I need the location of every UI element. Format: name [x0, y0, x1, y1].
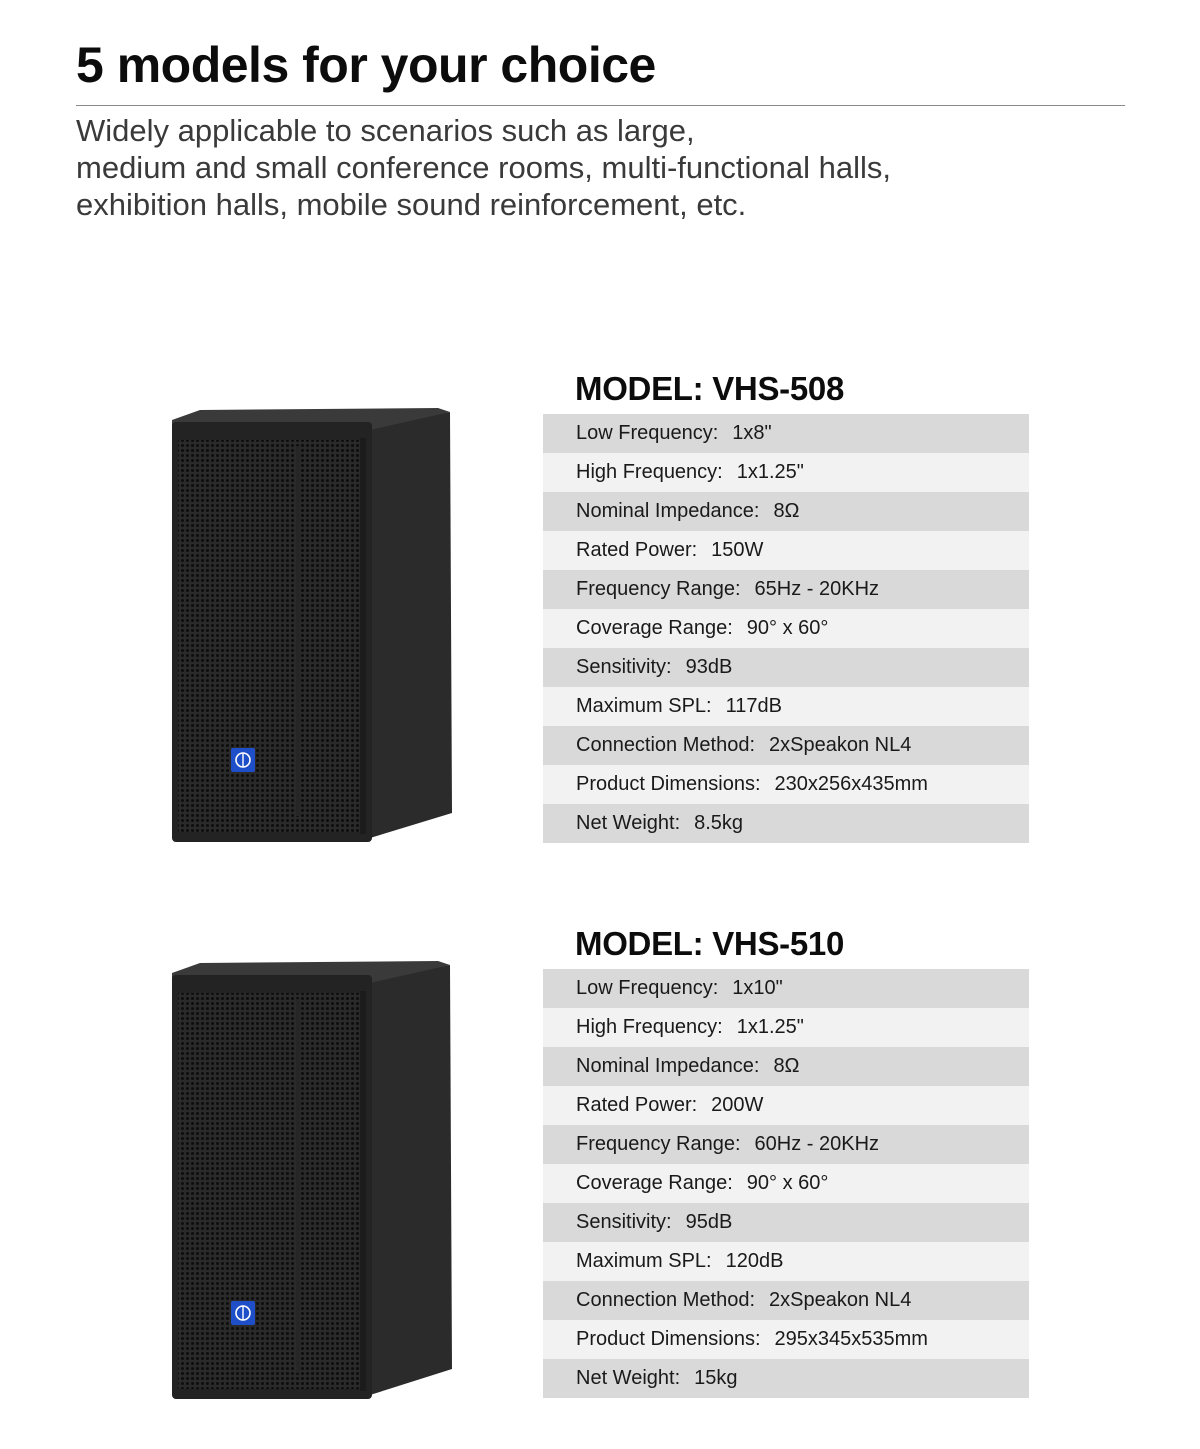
model-title: MODEL: VHS-510 — [575, 925, 845, 962]
subtitle-line: Widely applicable to scenarios such as large, — [76, 113, 695, 148]
brand-logo-icon — [231, 1301, 255, 1325]
spec-label: High Frequency: — [576, 1016, 723, 1038]
spec-label: Coverage Range: — [576, 617, 733, 639]
spec-value: 120dB — [725, 1250, 784, 1272]
spec-row-sensitivity — [543, 648, 1029, 687]
page-subtitle — [76, 112, 1076, 223]
spec-row-coverage-range — [543, 609, 1029, 648]
title-divider — [76, 105, 1125, 106]
spec-label: Coverage Range: — [576, 1172, 733, 1194]
spec-label: Rated Power: — [576, 1094, 698, 1116]
spec-label: Low Frequency: — [576, 422, 719, 444]
spec-label: Frequency Range: — [576, 1133, 741, 1155]
spec-table — [543, 414, 1029, 843]
spec-value: 150W — [711, 539, 764, 561]
model-title: MODEL: VHS-508 — [575, 370, 845, 407]
spec-row-frequency-range — [543, 570, 1029, 609]
spec-row-sensitivity — [543, 1203, 1029, 1242]
spec-row-connection-method — [543, 726, 1029, 765]
subtitle-line: medium and small conference rooms, multi-functional halls, — [76, 150, 891, 185]
spec-value: 8Ω — [773, 1055, 800, 1077]
spec-label: High Frequency: — [576, 461, 723, 483]
spec-row-high-frequency — [543, 453, 1029, 492]
spec-value: 15kg — [694, 1367, 738, 1389]
spec-value: 200W — [711, 1094, 764, 1116]
spec-label: Maximum SPL: — [576, 695, 712, 717]
spec-value: 1x10" — [732, 977, 783, 999]
spec-value: 93dB — [685, 656, 733, 678]
spec-label: Sensitivity: — [576, 656, 672, 678]
spec-value: 1x1.25" — [736, 461, 804, 483]
spec-row-maximum-spl — [543, 687, 1029, 726]
spec-value: 2xSpeakon NL4 — [769, 1289, 912, 1311]
spec-value: 8Ω — [773, 500, 800, 522]
spec-row-low-frequency — [543, 414, 1029, 453]
spec-label: Sensitivity: — [576, 1211, 672, 1233]
spec-value: 1x1.25" — [736, 1016, 804, 1038]
spec-label: Frequency Range: — [576, 578, 741, 600]
spec-value: 117dB — [725, 695, 782, 717]
spec-value: 295x345x535mm — [774, 1328, 928, 1350]
speaker-image-vhs-508 — [170, 408, 460, 844]
spec-value: 230x256x435mm — [774, 773, 928, 795]
spec-row-rated-power — [543, 531, 1029, 570]
spec-row-rated-power — [543, 1086, 1029, 1125]
spec-table — [543, 969, 1029, 1398]
spec-value: 60Hz - 20KHz — [754, 1133, 880, 1155]
page-title: 5 models for your choice — [76, 37, 656, 93]
spec-value: 90° x 60° — [746, 617, 829, 639]
spec-value: 95dB — [685, 1211, 733, 1233]
spec-row-nominal-impedance — [543, 1047, 1029, 1086]
spec-label: Connection Method: — [576, 734, 756, 756]
speaker-image-vhs-510 — [170, 961, 460, 1401]
spec-label: Rated Power: — [576, 539, 698, 561]
spec-label: Net Weight: — [576, 812, 681, 834]
spec-label: Product Dimensions: — [576, 1328, 761, 1350]
spec-label: Connection Method: — [576, 1289, 756, 1311]
spec-row-high-frequency — [543, 1008, 1029, 1047]
spec-label: Nominal Impedance: — [576, 1055, 760, 1077]
spec-row-nominal-impedance — [543, 492, 1029, 531]
spec-row-net-weight — [543, 804, 1029, 843]
spec-row-product-dimensions — [543, 765, 1029, 804]
spec-row-net-weight — [543, 1359, 1029, 1398]
spec-label: Nominal Impedance: — [576, 500, 760, 522]
spec-value: 8.5kg — [694, 812, 744, 834]
spec-row-low-frequency — [543, 969, 1029, 1008]
spec-label: Maximum SPL: — [576, 1250, 712, 1272]
brand-logo-icon — [231, 748, 255, 772]
spec-label: Net Weight: — [576, 1367, 681, 1389]
spec-row-frequency-range — [543, 1125, 1029, 1164]
spec-row-maximum-spl — [543, 1242, 1029, 1281]
spec-row-coverage-range — [543, 1164, 1029, 1203]
spec-label: Low Frequency: — [576, 977, 719, 999]
spec-row-product-dimensions — [543, 1320, 1029, 1359]
spec-value: 90° x 60° — [746, 1172, 829, 1194]
spec-value: 65Hz - 20KHz — [754, 578, 880, 600]
subtitle-line: exhibition halls, mobile sound reinforcement, etc. — [76, 187, 747, 222]
spec-label: Product Dimensions: — [576, 773, 761, 795]
spec-value: 2xSpeakon NL4 — [769, 734, 912, 756]
spec-row-connection-method — [543, 1281, 1029, 1320]
spec-value: 1x8" — [732, 422, 772, 444]
